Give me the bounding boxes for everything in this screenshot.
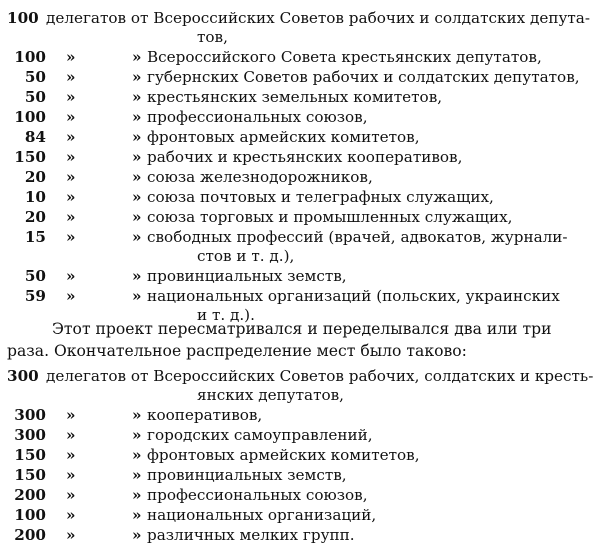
ditto-mark: »: [66, 406, 76, 424]
ditto-mark: »: [132, 287, 142, 305]
list-item: [0, 465, 600, 485]
ditto-mark: »: [132, 446, 142, 464]
list-item-continuation: [0, 247, 600, 266]
ditto-mark: »: [66, 108, 76, 126]
ditto-mark: »: [66, 88, 76, 106]
delegate-count: 100: [14, 108, 46, 126]
list-item: [0, 405, 600, 425]
ditto-mark: »: [66, 228, 76, 246]
list-item-text: национальных организаций (польских, украинских: [147, 287, 560, 305]
paragraph-text: раза. Окончательное распределение мест было таково:: [7, 342, 467, 360]
ditto-mark: »: [66, 48, 76, 66]
list-item-text-continued: стов и т. д.),: [197, 247, 295, 265]
list-item-text: Всероссийского Совета крестьянских депутатов,: [147, 48, 542, 66]
list-item-text: фронтовых армейских комитетов,: [147, 446, 420, 464]
list-item-text-continued: и т. д.).: [197, 306, 255, 324]
ditto-mark: »: [66, 466, 76, 484]
list-item-text: национальных организаций,: [147, 506, 377, 524]
delegate-count: 100: [7, 9, 39, 27]
list-item: [0, 127, 600, 147]
ditto-mark: »: [66, 526, 76, 544]
ditto-mark: »: [66, 128, 76, 146]
delegate-count: 100: [14, 48, 46, 66]
list-item-text: городских самоуправлений,: [147, 426, 373, 444]
list-item-text: союза почтовых и телеграфных служащих,: [147, 188, 494, 206]
delegate-count: 300: [14, 426, 46, 444]
list-item: [0, 485, 600, 505]
ditto-mark: »: [132, 506, 142, 524]
ditto-mark: »: [132, 148, 142, 166]
ditto-mark: »: [66, 168, 76, 186]
ditto-mark: »: [66, 287, 76, 305]
list-item: [0, 87, 600, 107]
list-item: [0, 187, 600, 207]
list-item-text: крестьянских земельных комитетов,: [147, 88, 443, 106]
list-item-text: рабочих и крестьянских кооперативов,: [147, 148, 463, 166]
list-item: [0, 505, 600, 525]
delegate-count: 59: [24, 287, 46, 305]
paragraph-text: Этот проект пересматривался и переделывался два или три: [52, 320, 552, 338]
ditto-mark: »: [132, 128, 142, 146]
list-item-text: губернских Советов рабочих и солдатских депутатов,: [147, 68, 580, 86]
list-item-text: свободных профессий (врачей, адвокатов, журнали-: [147, 228, 568, 246]
list-head-continuation: [0, 28, 600, 47]
list-head-text-continued: тов,: [197, 28, 228, 46]
ditto-mark: »: [132, 108, 142, 126]
list-item-text: союза железнодорожников,: [147, 168, 373, 186]
ditto-mark: »: [132, 188, 142, 206]
ditto-mark: »: [66, 267, 76, 285]
delegate-count: 150: [14, 446, 46, 464]
list-item: [0, 266, 600, 286]
delegate-count: 150: [14, 466, 46, 484]
list-item-text: кооперативов,: [147, 406, 263, 424]
ditto-mark: »: [132, 406, 142, 424]
list-item: [0, 47, 600, 67]
delegate-count: 100: [14, 506, 46, 524]
second-delegate-list: [0, 366, 600, 545]
delegate-count: 300: [7, 367, 39, 385]
list-head-row: [0, 366, 600, 386]
ditto-mark: »: [66, 68, 76, 86]
list-head-continuation: [0, 386, 600, 405]
delegate-count: 200: [14, 526, 46, 544]
ditto-mark: »: [66, 486, 76, 504]
list-item-text: фронтовых армейских комитетов,: [147, 128, 420, 146]
delegate-count: 15: [24, 228, 46, 246]
list-item: [0, 445, 600, 465]
delegate-count: 84: [24, 128, 46, 146]
first-delegate-list: [0, 8, 600, 325]
ditto-mark: »: [132, 228, 142, 246]
list-item-text: провинциальных земств,: [147, 466, 347, 484]
list-item: [0, 525, 600, 545]
ditto-mark: »: [66, 188, 76, 206]
list-item: [0, 67, 600, 87]
list-head-text: делегатов от Всероссийских Советов рабочих, солдатских и кресть-: [46, 367, 594, 385]
ditto-mark: »: [132, 486, 142, 504]
list-head-row: [0, 8, 600, 28]
ditto-mark: »: [66, 426, 76, 444]
ditto-mark: »: [132, 466, 142, 484]
ditto-mark: »: [132, 267, 142, 285]
ditto-mark: »: [132, 88, 142, 106]
list-item-text: профессиональных союзов,: [147, 486, 368, 504]
ditto-mark: »: [132, 68, 142, 86]
list-item: [0, 286, 600, 306]
delegate-count: 50: [24, 68, 46, 86]
paragraph-line: [0, 318, 600, 340]
ditto-mark: »: [132, 426, 142, 444]
list-item: [0, 147, 600, 167]
list-item-text: профессиональных союзов,: [147, 108, 368, 126]
body-paragraph: [0, 318, 600, 362]
list-item: [0, 425, 600, 445]
ditto-mark: »: [66, 208, 76, 226]
ditto-mark: »: [132, 526, 142, 544]
delegate-count: 20: [24, 168, 46, 186]
list-head-text-continued: янских депутатов,: [197, 386, 344, 404]
paragraph-line: [0, 340, 600, 362]
delegate-count: 10: [24, 188, 46, 206]
ditto-mark: »: [66, 148, 76, 166]
ditto-mark: »: [132, 48, 142, 66]
list-item: [0, 227, 600, 247]
ditto-mark: »: [66, 446, 76, 464]
delegate-count: 300: [14, 406, 46, 424]
delegate-count: 150: [14, 148, 46, 166]
ditto-mark: »: [132, 208, 142, 226]
ditto-mark: »: [66, 506, 76, 524]
list-item: [0, 167, 600, 187]
delegate-count: 50: [24, 88, 46, 106]
list-item: [0, 107, 600, 127]
ditto-mark: »: [132, 168, 142, 186]
list-head-text: делегатов от Всероссийских Советов рабочих и солдатских депута-: [46, 9, 590, 27]
delegate-count: 50: [24, 267, 46, 285]
list-item-text: провинциальных земств,: [147, 267, 347, 285]
delegate-count: 200: [14, 486, 46, 504]
delegate-count: 20: [24, 208, 46, 226]
list-item: [0, 207, 600, 227]
list-item-text: различных мелких групп.: [147, 526, 355, 544]
list-item-text: союза торговых и промышленных служащих,: [147, 208, 513, 226]
